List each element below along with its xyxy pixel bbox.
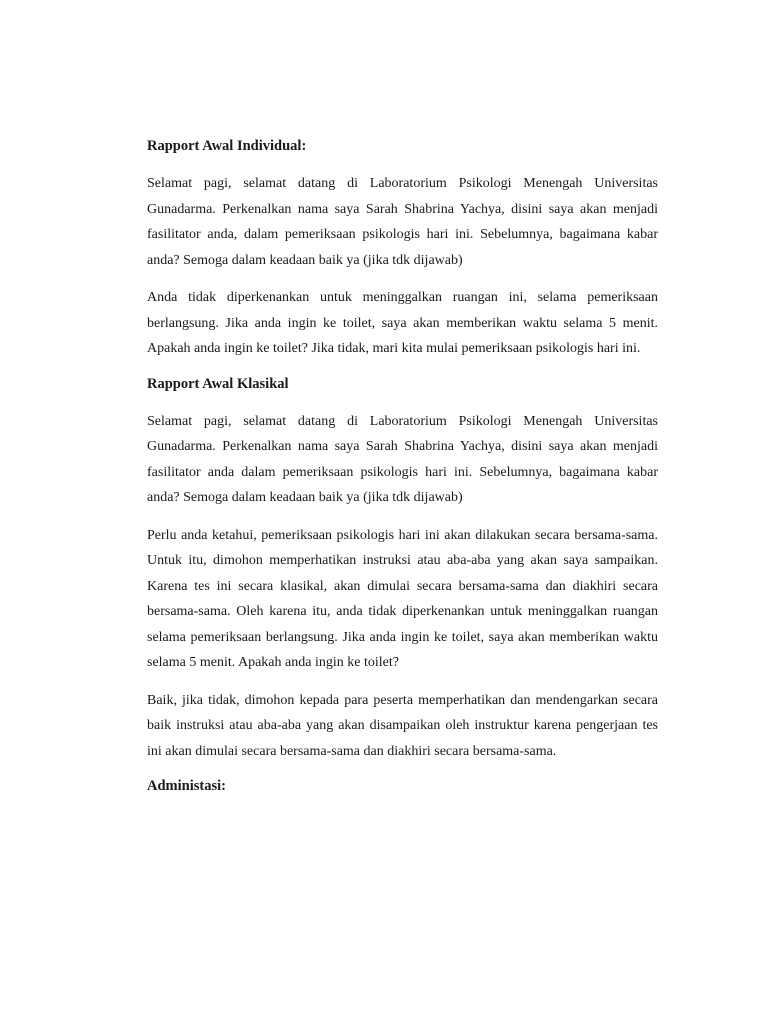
heading-rapport-klasikal: Rapport Awal Klasikal [147,375,289,392]
document-page [147,136,658,811]
heading-administasi: Administasi: [147,778,226,794]
paragraph-klasikal-rules: Perlu anda ketahui, pemeriksaan psikologis hari ini akan dilakukan secara bersama-sama. Untuk itu, dimohon memperhatikan instruksi atau aba-aba yang akan saya sampaikan. Karena tes ini secara klasikal, akan dimulai secara bersama-sama dan diakhiri secara bersama-sama. Oleh karena itu, anda tidak diperkenankan untuk meninggalkan ruangan selama pemeriksaan berlangsung. Jika anda ingin ke toilet, saya akan memberikan waktu selama 5 menit. Apakah anda ingin ke toilet? [147,527,658,670]
heading-rapport-individual: Rapport Awal Individual: [147,138,307,154]
paragraph-individual-greeting: Selamat pagi, selamat datang di Laboratorium Psikologi Menengah Universitas Gunadarma. Perkenalkan nama saya Sarah Shabrina Yachya, disini saya akan menjadi fasilitator anda, dalam pemeriksaan psikologis hari ini. Sebelumnya, bagaimana kabar anda? Semoga dalam keadaan baik ya (jika tdk dijawab) [147,176,658,268]
paragraph-klasikal-greeting: Selamat pagi, selamat datang di Laboratorium Psikologi Menengah Universitas Gunadarma. Perkenalkan nama saya Sarah Shabrina Yachya, disini saya akan menjadi fasilitator anda dalam pemeriksaan psikologis hari ini. Sebelumnya, bagaimana kabar anda? Semoga dalam keadaan baik ya (jika tdk dijawab) [147,413,658,505]
paragraph-klasikal-instructions: Baik, jika tidak, dimohon kepada para peserta memperhatikan dan mendengarkan secara baik instruksi atau aba-aba yang akan disampaikan oleh instruktur karena pengerjaan tes ini akan dimulai secara bersama-sama dan diakhiri secara bersama-sama. [147,692,658,759]
paragraph-individual-rules: Anda tidak diperkenankan untuk meninggalkan ruangan ini, selama pemeriksaan berlangsung. Jika anda ingin ke toilet, saya akan memberikan waktu selama 5 menit. Apakah anda ingin ke toilet? Jika tidak, mari kita mulai pemeriksaan psikologis hari ini. [147,290,658,356]
